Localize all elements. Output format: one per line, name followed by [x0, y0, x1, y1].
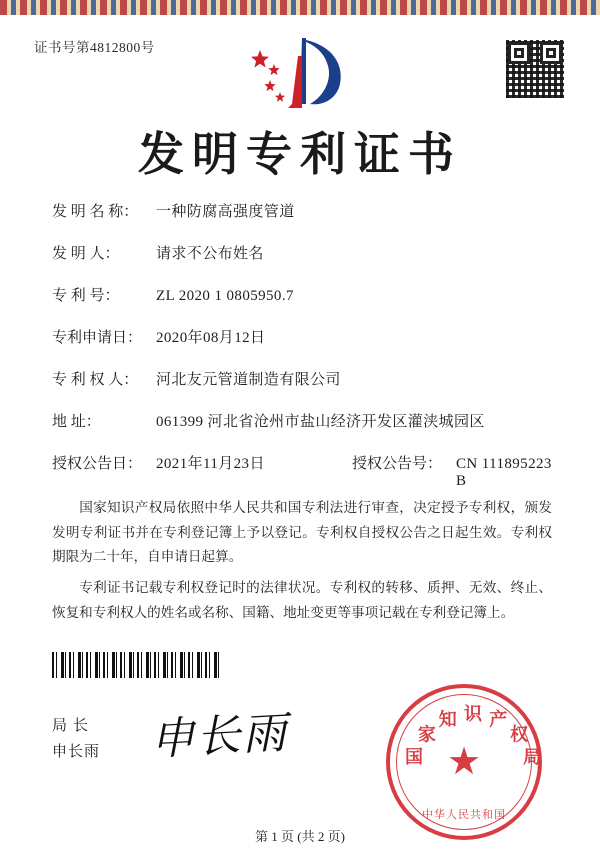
- field-label: 专 利 号：: [52, 288, 120, 304]
- field-value: ZL 2020 1 0805950.7: [156, 288, 294, 304]
- page-footer: 第 1 页 (共 2 页): [255, 829, 345, 844]
- certificate-fields: [52, 200, 552, 511]
- field-label: 发 明 人：: [52, 246, 120, 262]
- handwritten-signature: 申长雨: [148, 707, 290, 766]
- field-label: 地 址：: [52, 414, 101, 430]
- official-seal: [386, 684, 542, 840]
- barcode: [52, 652, 220, 678]
- seal-bottom-text: 中华人民共和国: [422, 809, 506, 821]
- field-sub-label: 授权公告号：: [352, 456, 443, 472]
- field-address: [52, 410, 552, 431]
- field-inventor: [52, 242, 552, 263]
- seal-char: 国: [405, 746, 424, 767]
- legal-paragraph: 国家知识产权局依照中华人民共和国专利法进行审查，决定授予专利权，颁发发明专利证书并在专利登记簿上予以登记。专利权自授权公告之日起生效。专利权期限为二十年，自申请日起算。: [52, 500, 552, 565]
- certificate-number: 证书号第4812800号: [34, 40, 155, 55]
- director-name: 申长雨: [52, 744, 101, 760]
- field-invention-name: [52, 200, 552, 221]
- seal-char: 产: [489, 709, 508, 730]
- seal-star-icon: ★: [446, 741, 482, 783]
- field-label: 发 明 名 称：: [52, 204, 139, 220]
- field-grant-announcement: [52, 452, 552, 490]
- field-patentee: [52, 368, 552, 389]
- seal-char: 知: [438, 709, 457, 730]
- field-value: 2020年08月12日: [156, 330, 266, 346]
- field-label: 专 利 权 人：: [52, 372, 139, 388]
- field-patent-number: [52, 284, 552, 305]
- seal-char: 局: [522, 746, 541, 767]
- director-label: 局长: [52, 718, 95, 734]
- field-value: 河北友元管道制造有限公司: [156, 372, 341, 388]
- field-value: 请求不公布姓名: [156, 246, 264, 262]
- seal-char: 识: [464, 704, 482, 724]
- field-value: 061399 河北省沧州市盐山经济开发区灌浃城园区: [156, 414, 485, 430]
- field-sub-value: CN 111895223 B: [456, 456, 552, 489]
- field-application-date: [52, 326, 552, 347]
- seal-char: 权: [510, 724, 529, 745]
- field-label: 专利申请日：: [52, 330, 143, 346]
- field-value: 2021年11月23日: [156, 456, 265, 472]
- legal-text: [52, 496, 552, 632]
- field-label: 授权公告日：: [52, 456, 143, 472]
- decorative-border: [0, 0, 600, 18]
- field-value: 一种防腐高强度管道: [156, 204, 295, 220]
- legal-paragraph: 专利证书记载专利权登记时的法律状况。专利权的转移、质押、无效、终止、恢复和专利权人的姓名或名称、国籍、地址变更等事项记载在专利登记簿上。: [52, 580, 552, 620]
- page-title: 发明专利证书: [138, 127, 462, 181]
- seal-char: 家: [417, 724, 436, 745]
- cnipa-logo-icon: [240, 34, 360, 112]
- qr-code: [506, 40, 564, 98]
